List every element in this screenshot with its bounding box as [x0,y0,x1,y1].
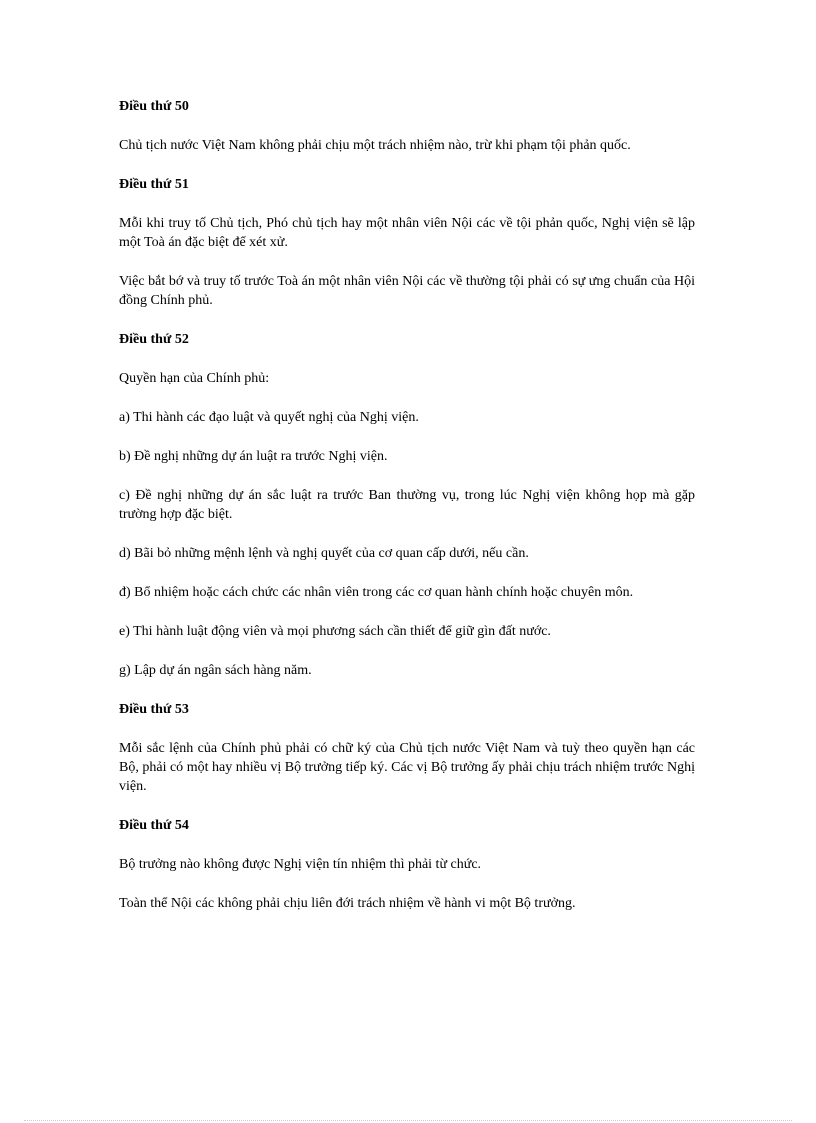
article-paragraph: Chủ tịch nước Việt Nam không phải chịu một trách nhiệm nào, trừ khi phạm tội phản quốc. [119,138,631,153]
article-paragraph: Việc bắt bớ và truy tố trước Toà án một nhân viên Nội các về thường tội phải có sự ưng chuẩn của Hội đồng Chính phủ. [119,274,695,308]
article-54 [119,816,695,913]
list-item-dd: đ) Bổ nhiệm hoặc cách chức các nhân viên trong các cơ quan hành chính hoặc chuyên môn. [119,585,634,600]
list-item-a: a) Thi hành các đạo luật và quyết nghị của Nghị viện. [119,410,419,425]
list-item-g: g) Lập dự án ngân sách hàng năm. [119,663,312,678]
document-page [119,97,695,933]
list-item-d: d) Bãi bỏ những mệnh lệnh và nghị quyết của cơ quan cấp dưới, nếu cần. [119,546,529,561]
article-52 [119,330,695,680]
article-paragraph: Toàn thể Nội các không phải chịu liên đới trách nhiệm về hành vi một Bộ trưởng. [119,896,576,911]
article-paragraph: Bộ trưởng nào không được Nghị viện tín nhiệm thì phải từ chức. [119,857,482,872]
article-paragraph: Mỗi khi truy tố Chủ tịch, Phó chủ tịch hay một nhân viên Nội các về tội phản quốc, Nghị viện sẽ lập một Toà án đặc biệt để xét xử. [119,216,695,250]
list-item-c: c) Đề nghị những dự án sắc luật ra trước Ban thường vụ, trong lúc Nghị viện không họp mà gặp trường hợp đặc biệt. [119,488,695,522]
article-heading: Điều thứ 54 [119,818,189,833]
article-paragraph: Quyền hạn của Chính phủ: [119,371,270,386]
article-heading: Điều thứ 50 [119,99,189,114]
page-bottom-divider [24,1120,792,1121]
list-item-b: b) Đề nghị những dự án luật ra trước Nghị viện. [119,449,388,464]
article-53 [119,700,695,796]
list-item-e: e) Thi hành luật động viên và mọi phương sách cần thiết để giữ gìn đất nước. [119,624,551,639]
article-paragraph: Mỗi sắc lệnh của Chính phủ phải có chữ ký của Chủ tịch nước Việt Nam và tuỳ theo quyền hạn các Bộ, phải có một hay nhiều vị Bộ trưởng tiếp ký. Các vị Bộ trưởng ấy phải chịu trách nhiệm trước Nghị viện. [119,741,695,794]
article-heading: Điều thứ 53 [119,702,189,717]
article-heading: Điều thứ 52 [119,332,189,347]
article-51 [119,175,695,310]
article-50 [119,97,695,155]
article-heading: Điều thứ 51 [119,177,189,192]
